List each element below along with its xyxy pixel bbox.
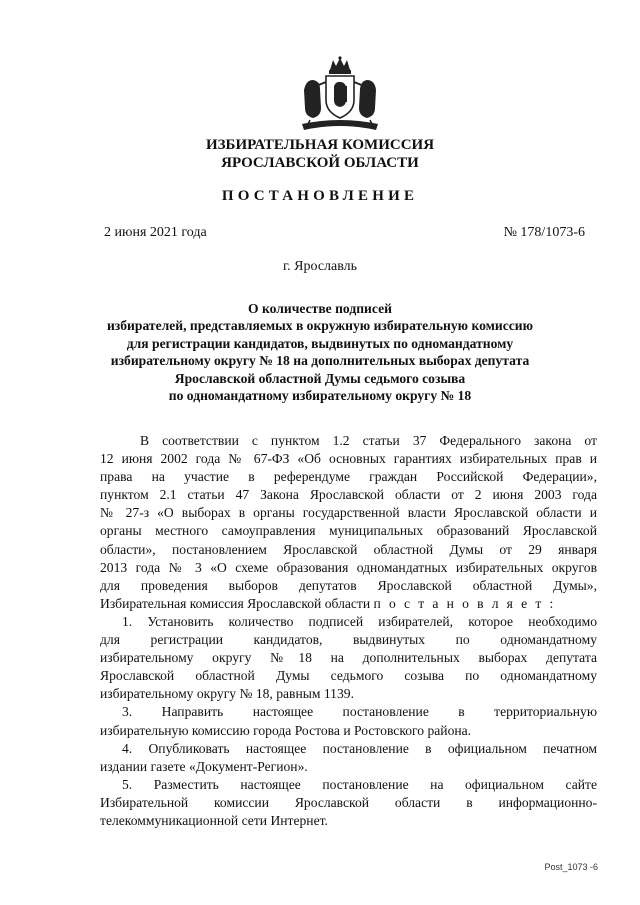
body-line: 2013 года № 3 «О схеме образования одномандатных избирательных округов	[100, 559, 597, 575]
document-body	[100, 432, 597, 830]
body-line: пунктом 2.1 статьи 47 Закона Ярославской области от 2 июня 2003 года	[100, 487, 597, 503]
body-line: № 27-з «О выборах в органы государственной власти Ярославской области и	[100, 505, 597, 521]
resolving-body: Избирательная комиссия Ярославской области	[100, 595, 374, 611]
title-line: Ярославской областной Думы седьмого созыва	[174, 370, 466, 386]
document-date: 2 июня 2021 года	[104, 225, 207, 240]
body-line: для регистрации кандидатов, выдвинутых по одномандатному	[100, 632, 597, 648]
body-line: 12 июня 2002 года № 67-ФЗ «Об основных гарантиях избирательных прав и	[100, 451, 597, 467]
body-line: 5. Разместить настоящее постановление на официальном сайте	[122, 776, 597, 792]
body-line: избирательному округу № 18, равным 1139.	[100, 686, 354, 702]
body-line: Избирательной комиссии Ярославской области в информационно-	[100, 794, 597, 810]
document-type-heading: ПОСТАНОВЛЕНИЕ	[221, 188, 419, 204]
body-line	[100, 595, 597, 613]
document-city: г. Ярославль	[282, 259, 358, 274]
body-line: избирательному округу №18 на дополнительных выборах депутата	[100, 650, 597, 666]
body-line: Ярославской областной Думы седьмого созыва по одномандатному	[100, 668, 597, 684]
body-line: области», постановлением Ярославской областной Думы от 29 января	[100, 541, 597, 557]
body-line: 4. Опубликовать настоящее постановление в официальном печатном	[122, 740, 597, 756]
body-line: телекоммуникационной сети Интернет.	[100, 812, 328, 828]
footer-code: Post_1073 -6	[544, 862, 598, 872]
title-line: для регистрации кандидатов, выдвинутых по одномандатному	[126, 335, 514, 351]
body-line: 3. Направить настоящее постановление в территориальную	[122, 704, 597, 720]
title-line: избирательному округу № 18 на дополнительных выборах депутата	[110, 353, 530, 369]
document-number: № 178/1073-6	[503, 225, 585, 240]
resolves-word: п о с т а н о в л я е т :	[373, 595, 556, 611]
title-line: избирателей, представляемых в окружную избирательную комиссию	[106, 318, 534, 334]
organization-region: ЯРОСЛАВСКОЙ ОБЛАСТИ	[221, 155, 419, 171]
body-line: издании газете «Документ-Регион».	[100, 758, 308, 774]
body-line: избирательную комиссию города Ростова и Ростовского района.	[100, 722, 472, 738]
body-line: права на участие в референдуме граждан Российской Федерации»,	[100, 469, 597, 485]
yaroslavl-coat-of-arms-icon	[296, 56, 384, 134]
title-line: по одномандатному избирательному округу № 18	[168, 388, 472, 404]
body-line: для проведения выборов депутатов Ярославской областной Думы»,	[100, 577, 597, 593]
body-line: В соответствии с пунктом 1.2 статьи 37 Федерального закона от	[140, 433, 597, 448]
body-line: органы местного самоуправления муниципальных образований Ярославской	[100, 523, 597, 539]
document-title	[80, 300, 560, 404]
body-line: 1. Установить количество подписей избирателей, которое необходимо	[122, 613, 597, 629]
title-line: О количестве подписей	[248, 301, 392, 316]
organization-name: ИЗБИРАТЕЛЬНАЯ КОМИССИЯ	[205, 137, 435, 153]
